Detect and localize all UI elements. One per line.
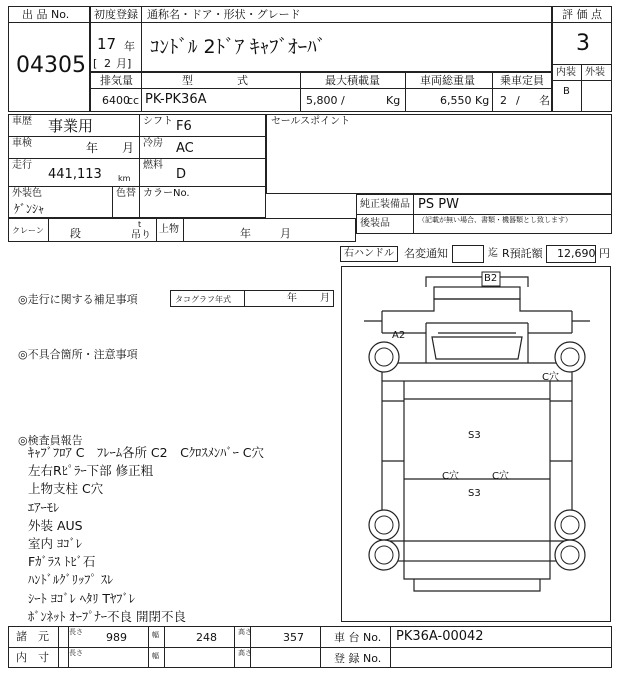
max-load-label: 最大積載量 <box>325 74 380 87</box>
interior-label: 内装 <box>556 67 576 78</box>
shift-label: シフト <box>143 116 173 127</box>
crane-stage: 段 <box>70 227 81 240</box>
car-title: ｺﾝﾄﾞﾙ 2ﾄﾞｱ ｷｬﾌﾞｵｰﾊﾞ <box>150 36 327 58</box>
inspector-label: ◎検査員報告 <box>18 434 83 447</box>
max-load-sep: / <box>341 94 345 107</box>
sales-point-label: セールスポイント <box>271 116 351 127</box>
model-label: 型 式 <box>182 74 248 87</box>
inspection-year: 年 <box>86 141 99 155</box>
name-label: 通称名・ドア・形状・グレード <box>147 8 301 21</box>
exterior-label: 外装 <box>585 67 605 78</box>
year-value: 17 <box>97 35 117 53</box>
diagram-mark: C穴 <box>492 471 509 482</box>
month-value: 2 <box>104 57 111 70</box>
chassis-label: 車 台 No. <box>334 631 382 644</box>
history-value: 事業用 <box>48 117 94 135</box>
month-open: [ <box>93 57 98 70</box>
score-value: 3 <box>576 31 590 56</box>
report-line: Fｶﾞﾗｽ ﾄﾋﾞ石 <box>28 554 96 570</box>
month-unit: 月] <box>116 57 132 70</box>
fuel-label: 燃料 <box>143 160 163 171</box>
width-value: 248 <box>196 631 217 644</box>
diagram-mark: B2 <box>484 273 498 284</box>
truck-outline <box>342 267 612 623</box>
report-line: 左右Rﾋﾟﾗｰ下部 修正粗 <box>28 463 154 479</box>
details-box <box>8 114 266 218</box>
diagram-mark: A2 <box>392 330 406 341</box>
max-load-value: 5,800 <box>306 94 338 107</box>
height-value: 357 <box>283 631 304 644</box>
report-line: ｼｰﾄ ﾖｺﾞﾚ ﾍﾀﾘ Tﾔﾌﾞﾚ <box>28 590 136 606</box>
tacho-year: 年 <box>287 293 297 304</box>
tacho-label: タコグラフ年式 <box>175 295 231 304</box>
report-line: ｷｬﾌﾞﾌﾛｱ C ﾌﾚｰﾑ各所 C2 Cｸﾛｽﾒﾝﾊﾞｰ C穴 <box>28 445 265 460</box>
inspection-month: 月 <box>122 141 135 155</box>
diagram-mark: S3 <box>468 488 481 499</box>
ac-label: 冷房 <box>143 138 163 149</box>
recycle-label: R預託額 <box>502 247 543 260</box>
height-label: 高さ <box>238 628 252 636</box>
report-line: ｴｱｰﾓﾚ <box>28 499 60 515</box>
recycle-unit: 円 <box>599 247 610 260</box>
diagram-mark: C穴 <box>542 372 559 383</box>
body-label: 上物 <box>159 224 179 235</box>
inspection-diagram <box>341 266 611 622</box>
score-label: 評 価 点 <box>562 8 602 21</box>
color-no-label: カラーNo. <box>143 188 190 199</box>
displacement-label: 排気量 <box>100 74 133 87</box>
displacement-unit: cc <box>127 94 140 107</box>
report-line: ﾎﾞﾝﾈｯﾄ ｵｰﾌﾟﾅｰ不良 開閉不良 <box>28 608 186 624</box>
gross-weight-label: 車両総重量 <box>420 74 475 87</box>
gross-weight-unit: Kg <box>475 94 490 107</box>
dims-label: 諸 元 <box>16 630 49 643</box>
first-reg-label: 初度登録 <box>94 8 138 21</box>
lot-number: 04305 <box>16 53 86 78</box>
inspection-label: 車検 <box>12 138 32 149</box>
capacity-value: 2 <box>500 94 507 107</box>
ext-color-value: ｹﾞﾝｼｬ <box>14 202 45 216</box>
gross-weight-value: 6,550 <box>440 94 472 107</box>
ac-value: AC <box>176 141 194 156</box>
year-unit: 年 <box>124 40 135 53</box>
crane-hang: 吊り <box>131 230 151 241</box>
capacity-label: 乗車定員 <box>500 74 544 87</box>
chassis-value: PK36A-00042 <box>396 629 484 644</box>
tacho-month: 月 <box>320 293 330 304</box>
inner-width-label: 幅 <box>152 652 159 660</box>
recycle-value: 12,690 <box>557 247 596 260</box>
capacity-sep: / <box>516 94 520 107</box>
crane-label: クレーン <box>12 226 44 235</box>
body-year: 年 <box>240 227 251 240</box>
inner-height-label: 高さ <box>238 649 252 657</box>
inner-dims-label: 内 寸 <box>16 651 49 664</box>
interior-grade: B <box>563 86 570 97</box>
ext-color-label: 外装色 <box>12 188 42 199</box>
mileage-label: 走行 <box>12 160 32 171</box>
equipment-label: 純正装備品 <box>360 199 410 210</box>
aftermarket-label: 後装品 <box>360 218 390 229</box>
mileage-value: 441,113 <box>48 167 102 182</box>
body-month: 月 <box>280 227 291 240</box>
color-change-label: 色替 <box>116 188 136 199</box>
name-change-box <box>452 245 484 263</box>
inner-length-label: 長さ <box>69 649 83 657</box>
crane-box <box>8 218 356 242</box>
driving-notes-label: ◎走行に関する補足事項 <box>18 293 138 306</box>
aftermarket-note: （記載が無い場合、書類・機器類とし致します） <box>418 216 572 224</box>
report-line: 室内 ﾖｺﾞﾚ <box>28 536 82 551</box>
max-load-unit: Kg <box>386 94 401 107</box>
reg-label: 登 録 No. <box>334 652 382 665</box>
width-label: 幅 <box>152 631 159 639</box>
report-line: 上物支柱 C穴 <box>28 481 104 497</box>
lot-label: 出 品 No. <box>22 8 70 21</box>
equipment-value: PS PW <box>418 197 459 212</box>
length-value: 989 <box>106 631 127 644</box>
length-label: 長さ <box>69 628 83 636</box>
capacity-unit: 名 <box>539 94 550 107</box>
report-line: 外装 AUS <box>28 517 83 533</box>
diagram-mark: S3 <box>468 430 481 441</box>
fuel-value: D <box>176 167 187 182</box>
history-label: 車歴 <box>12 116 32 127</box>
displacement-value: 6400 <box>102 94 130 107</box>
rhd-label: 右ハンドル <box>344 248 394 259</box>
model-value: PK-PK36A <box>145 92 207 107</box>
tax-label: 迄 <box>488 248 498 259</box>
diagram-mark: C穴 <box>442 471 459 482</box>
name-change-label: 名変通知 <box>404 247 448 260</box>
defects-label: ◎不具合箇所・注意事項 <box>18 348 138 361</box>
mileage-unit: km <box>118 174 131 183</box>
shift-value: F6 <box>176 119 192 134</box>
report-line: ﾊﾝﾄﾞﾙｸﾞﾘｯﾌﾟ ｽﾚ <box>28 572 114 588</box>
crane-t: t <box>138 220 142 229</box>
